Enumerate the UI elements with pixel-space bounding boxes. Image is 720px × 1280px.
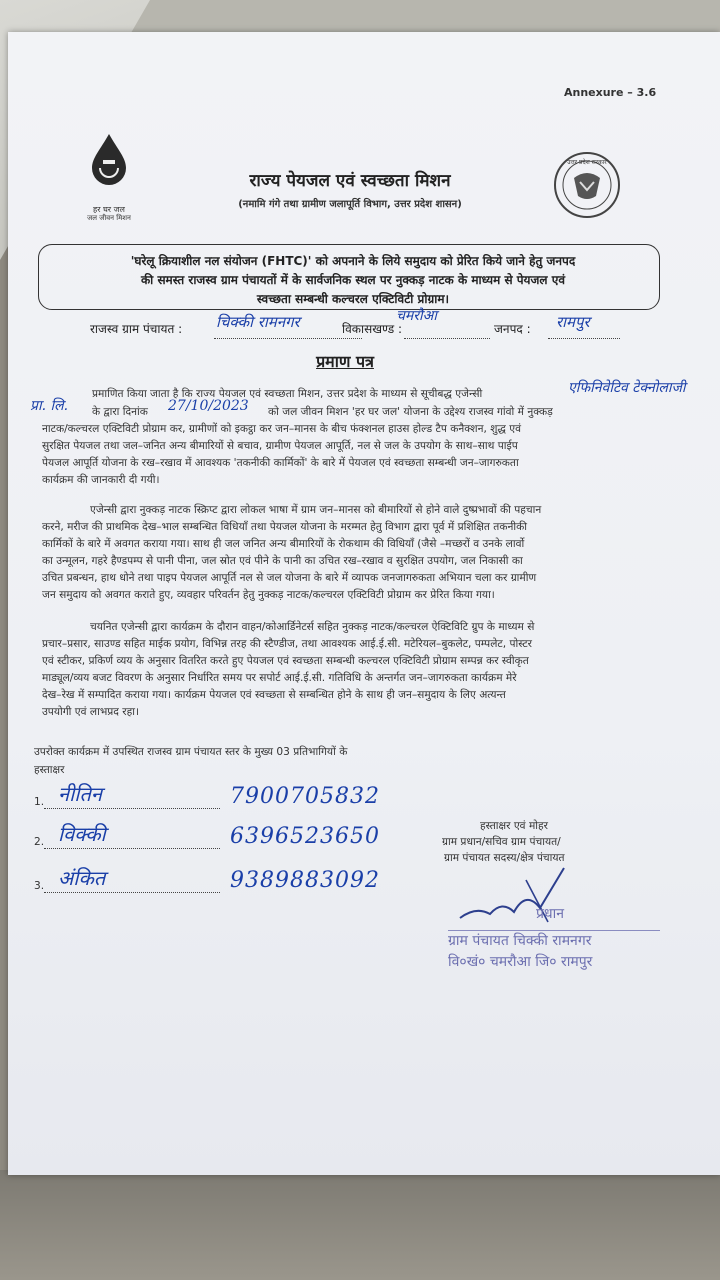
program-description bbox=[58, 252, 648, 309]
participant-number: 3. bbox=[34, 880, 45, 892]
para3-line4: माड्यूल/व्यय बजट विवरण के अनुसार निर्धारित समय पर सपोर्ट आई.ई.सी. गतिविधि के अन्तर्गत जन–जागरुकता कार्यक्रम मेरे bbox=[42, 672, 517, 684]
participant-phone: 6396523650 bbox=[230, 824, 380, 849]
state-emblem-icon bbox=[552, 140, 622, 230]
block-label: विकासखण्ड : bbox=[342, 322, 403, 336]
district-label: जनपद : bbox=[494, 322, 531, 336]
jal-jeevan-mission-logo bbox=[80, 130, 138, 222]
program-line-2: की समस्त राजस्व ग्राम पंचायतों में के सार्वजनिक स्थल पर नुक्कड़ नाटक के माध्यम से पेयजल एवं bbox=[140, 273, 566, 287]
para1-line5: पेयजल आपूर्ति योजना के रख–रखाव में आवश्यक 'तकनीकी कार्मिकों' के बारे में पेयजल एवं स्वच्छता सम्बन्धी जन–जागरुकता bbox=[42, 457, 519, 469]
signatory-line1: हस्ताक्षर एवं मोहर bbox=[480, 820, 548, 832]
participant-signature: अंकित bbox=[58, 866, 106, 890]
para3-line2: प्रचार–प्रसार, साउण्ड सहित माईक प्रयोग, विभिन्न तरह की स्टैण्डीज, तथा आवश्यक आई.ई.सी. मटेरियल–बुकलेट, पम्पलेट, पोस्टर bbox=[42, 638, 533, 650]
program-line-1: 'घरेलू क्रियाशील नल संयोजन (FHTC)' को अपनाने के लिये समुदाय को प्रेरित किये जाने हेतु जनपद bbox=[130, 254, 576, 268]
water-drop-icon bbox=[80, 130, 138, 204]
up-government-emblem bbox=[552, 140, 622, 230]
mission-subtitle: (नमामि गंगे तथा ग्रामीण जलापूर्ति विभाग, उत्तर प्रदेश शासन) bbox=[238, 199, 462, 210]
para2-line3: कार्मिकों के बारे में अवगत कराया गया। साथ ही जल जनित अन्य बीमारियों के रोकथाम की विधियाँ (जैसे –मच्छरों व उनके लार्वो bbox=[42, 538, 525, 550]
para1-line2a: के द्वारा दिनांक bbox=[92, 406, 148, 418]
stamp-line3: वि०खं० चमरौआ जि० रामपुर bbox=[448, 954, 593, 970]
para1-line2b: को जल जीवन मिशन 'हर घर जल' योजना के उद्देश्य राजस्व गांवो में नुक्कड़ bbox=[268, 406, 553, 418]
para3-line1: चयनित एजेन्सी द्वारा कार्यक्रम के दौरान वाहन/कोआर्डिनेटर्स सहित नुक्कड़ नाटक/कल्चरल ऐक्टिविटि ग्रुप के माध्यम से bbox=[90, 621, 535, 633]
gram-panchayat-label: राजस्व ग्राम पंचायत : bbox=[90, 322, 183, 336]
gram-panchayat-stamp bbox=[448, 900, 660, 980]
participant-number: 1. bbox=[34, 796, 45, 808]
para1-line4: सुरक्षित पेयजल तथा जल–जनित अन्य बीमारियों से बचाव, ग्रामीण पेयजल आपूर्ति, नल से जल के उपयोग के साथ–साथ पाईप bbox=[42, 440, 518, 452]
participants-intro-line1: उपरोक्त कार्यक्रम में उपस्थित राजस्व ग्राम पंचायत स्तर के मुख्य 03 प्रतिभागियों के bbox=[34, 746, 348, 758]
para1-line6: कार्यक्रम की जानकारी दी गयी। bbox=[42, 474, 160, 486]
date-handwritten: 27/10/2023 bbox=[168, 398, 249, 414]
participant-number: 2. bbox=[34, 836, 45, 848]
para2-line5: उचित प्रबन्धन, हाथ धोने तथा पाइप पेयजल आपूर्ति नल से जल योजना के बारे में व्यापक जनजागरुकता अभियान चला कर ग्रामीण bbox=[42, 572, 537, 584]
signatory-line3: ग्राम पंचायत सदस्य/क्षेत्र पंचायत bbox=[444, 852, 565, 864]
para2-line6: जन समुदाय को अवगत कराते हुए, व्यवहार परिवर्तन हेतु नुक्कड़ नाटक/कल्चरल एक्टिविटी प्रोग्राम कर प्रेरित किया गया। bbox=[42, 589, 495, 601]
para3-line3: एवं स्टीकर, प्रकिर्ण व्यय के अनुसार वितरित करते हुए पेयजल एवं स्वच्छता सम्बन्धी कल्चरल एक्टिविटी प्रोग्राम सम्पन्न कर स्वीकृत bbox=[42, 655, 529, 667]
participant-signature: नीतिन bbox=[58, 782, 102, 806]
agency-name-handwritten: एफिनिवेटिव टेक्नोलाजी bbox=[568, 380, 686, 396]
emblem-text: उत्तर प्रदेश सरकार bbox=[567, 159, 607, 166]
participant-line bbox=[44, 892, 220, 893]
para2-line1: एजेन्सी द्वारा नुक्कड़ नाटक स्क्रिप्ट द्वारा लोकल भाषा में ग्राम जन–मानस को बीमारियों से होने वाले दुष्प्रभावों की पहचान bbox=[90, 504, 542, 516]
agency-suffix-handwritten: प्रा. लि. bbox=[30, 398, 69, 414]
para1-line3: नाटक/कल्चरल एक्टिविटी प्रोग्राम कर, ग्रामीणों को इकट्ठा कर जन–मानस के बीच फंक्शनल हाउस होल्ड टैप कनैक्शन, शुद्ध एवं bbox=[42, 423, 521, 435]
participant-line bbox=[44, 808, 220, 809]
participant-phone: 9389883092 bbox=[230, 868, 380, 893]
para2-line4: का उन्मूलन, गहरे हैण्डपम्प से पानी पीना, जल स्रोत एवं पीने के पानी का उचित रख–रखाव व सुरक्षित उपयोग, जल निकासी का bbox=[42, 555, 523, 567]
district-value: रामपुर bbox=[556, 313, 590, 331]
participant-signature: विक्की bbox=[58, 822, 106, 846]
logo-left-text: हर घर जल bbox=[93, 205, 125, 214]
participants-intro-line2: हस्ताक्षर bbox=[34, 764, 65, 776]
participant-line bbox=[44, 848, 220, 849]
participant-phone: 7900705832 bbox=[230, 784, 380, 809]
mission-title: राज्य पेयजल एवं स्वच्छता मिशन bbox=[249, 171, 451, 191]
block-value: चमरौआ bbox=[396, 308, 437, 324]
stamp-line2: ग्राम पंचायत चिक्की रामनगर bbox=[448, 930, 660, 951]
certificate-title: प्रमाण पत्र bbox=[316, 352, 374, 371]
logo-left-subtext: जल जीवन मिशन bbox=[87, 214, 131, 222]
program-line-3: स्वच्छता सम्बन्धी कल्चरल एक्टिविटी प्रोग्राम। bbox=[256, 292, 450, 306]
background-floor bbox=[0, 1170, 720, 1280]
para2-line2: करने, मरीज की प्राथमिक देख–भाल सम्बन्धित विधियाँ तथा पेयजल योजना के मरम्मत हेतु विभाग द्वारा पूर्व में प्रशिक्षित तकनीकी bbox=[42, 521, 527, 533]
para1-line1: प्रमाणित किया जाता है कि राज्य पेयजल एवं स्वच्छता मिशन, उत्तर प्रदेश के माध्यम से सूचीबद्ध एजेन्सी bbox=[92, 388, 483, 400]
annexure-label: Annexure – 3.6 bbox=[564, 86, 657, 99]
para3-line5: देख–रेख में सम्पादित कराया गया। कार्यक्रम पेयजल एवं स्वच्छता से सम्बन्धित होने के साथ ही जन–समुदाय के लिए अत्यन्त bbox=[42, 689, 506, 701]
para3-line6: उपयोगी एवं लाभप्रद रहा। bbox=[42, 706, 140, 718]
gram-panchayat-value: चिक्की रामनगर bbox=[216, 313, 300, 331]
stamp-line1: प्रधान bbox=[536, 906, 564, 922]
signatory-line2: ग्राम प्रधान/सचिव ग्राम पंचायत/ bbox=[442, 836, 561, 848]
block-field bbox=[404, 324, 490, 339]
